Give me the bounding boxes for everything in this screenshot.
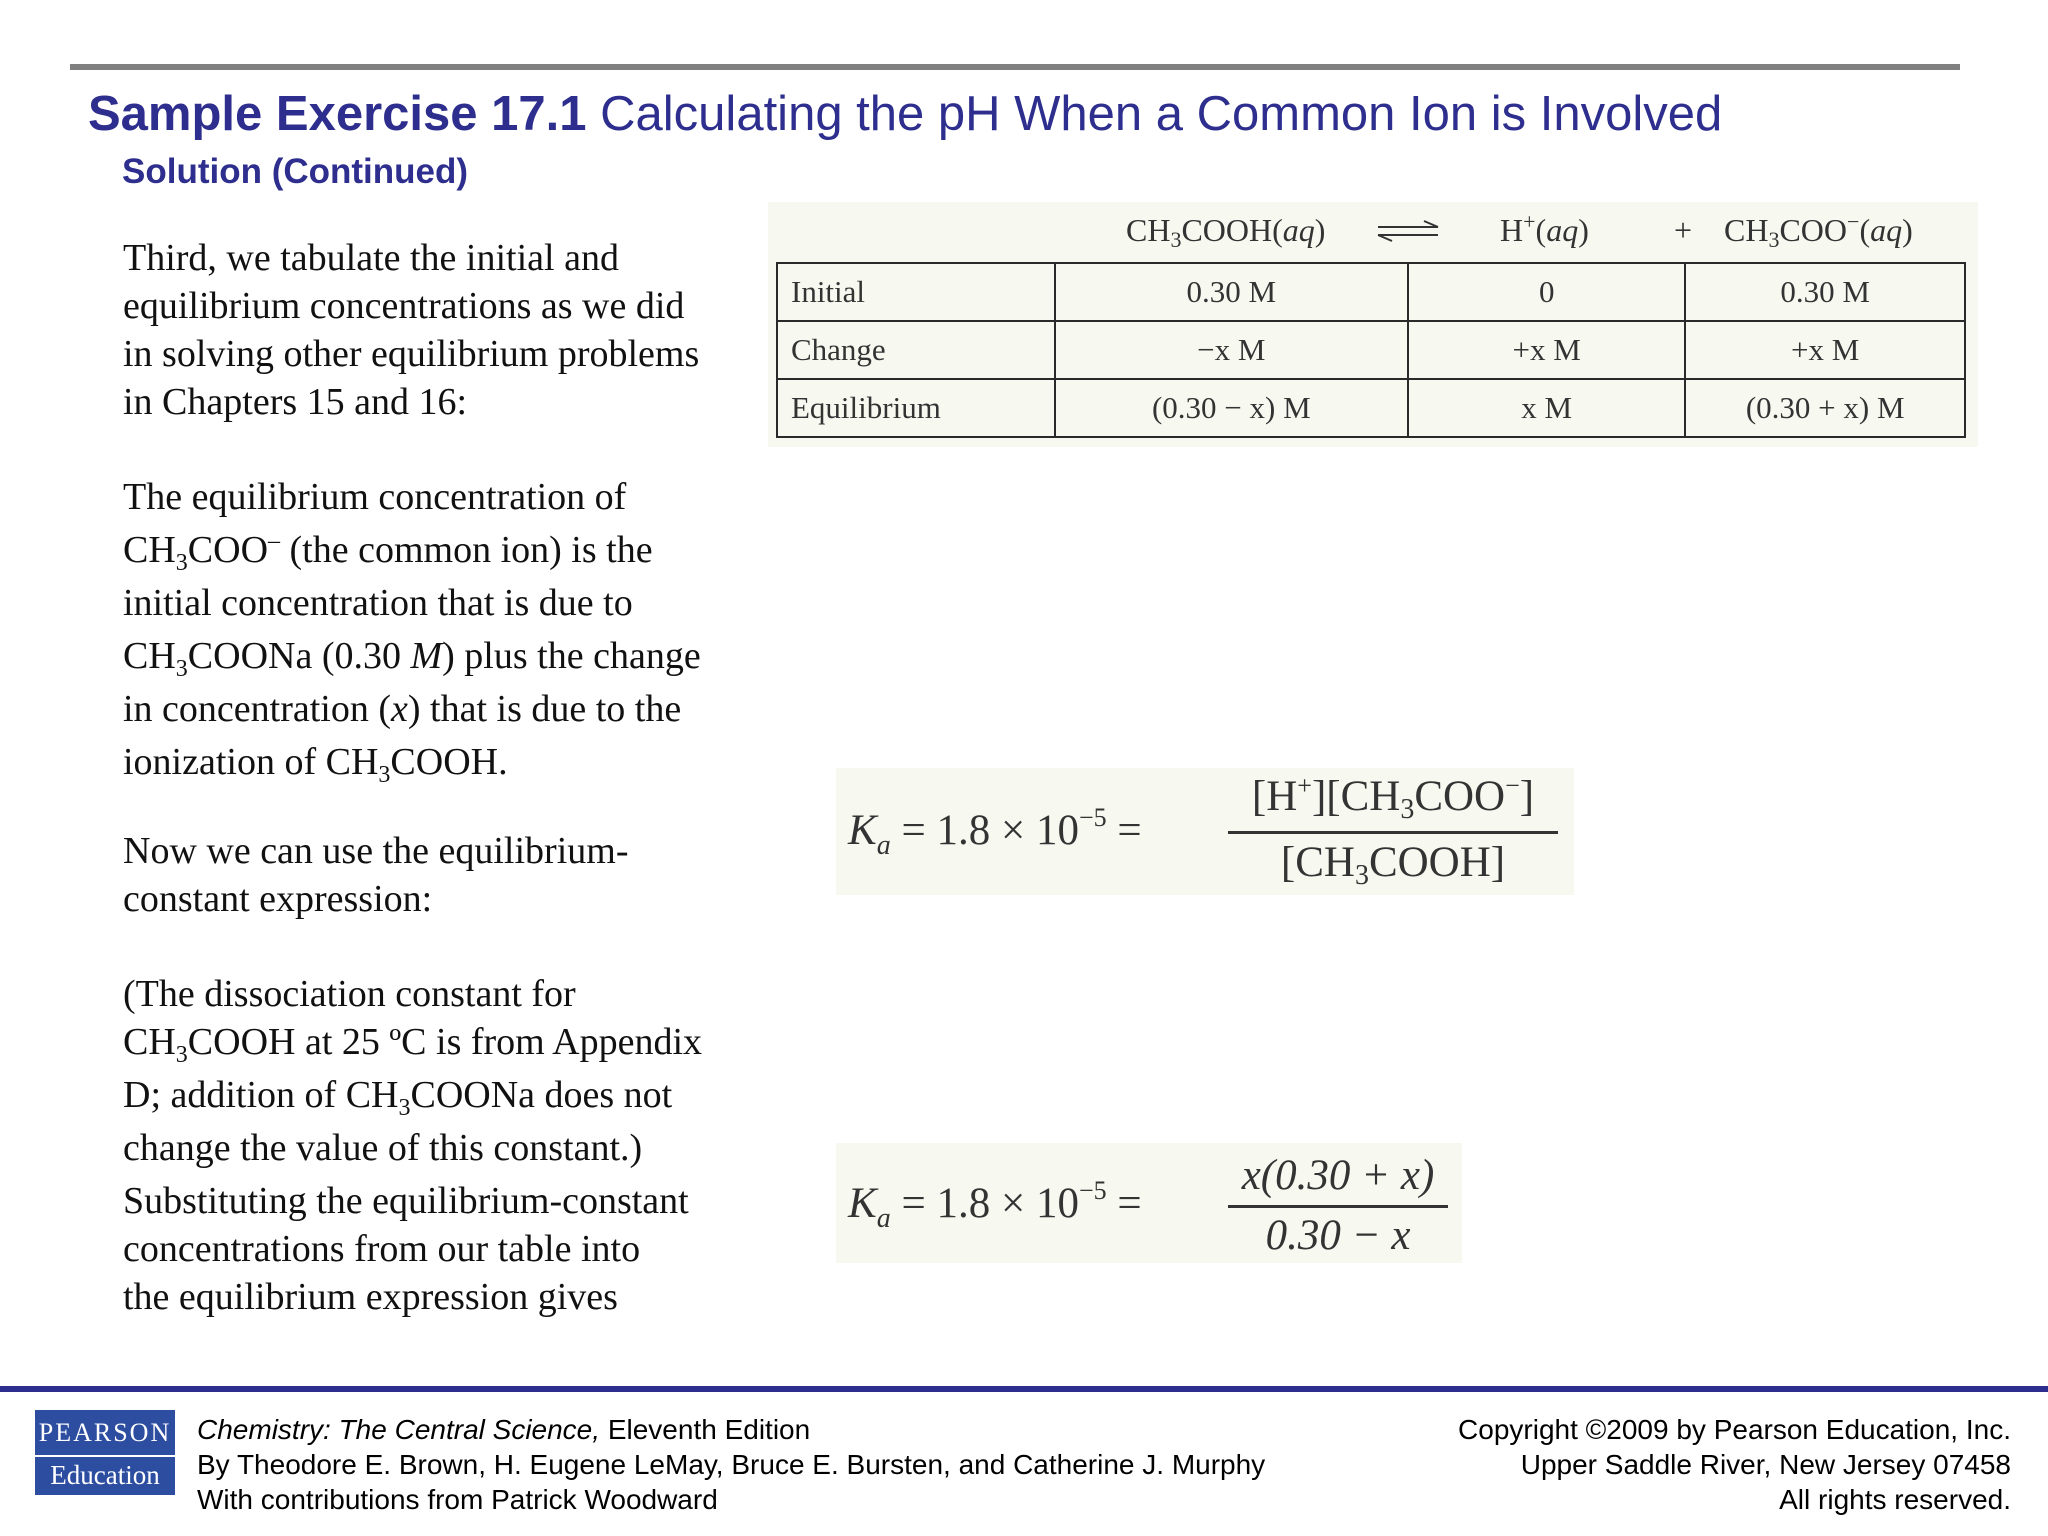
bottom-rule — [0, 1386, 2048, 1392]
ka-lhs: $K_a = 1.8 \times 10^{-5}$ = — [848, 1176, 1142, 1234]
title-exercise-number: Sample Exercise 17.1 — [88, 87, 587, 141]
paragraph-constant-expression — [123, 827, 743, 923]
top-rule — [70, 64, 1960, 70]
fraction-bar — [1228, 831, 1558, 834]
text-line: the equilibrium expression gives — [123, 1276, 618, 1318]
citation-title-line: Chemistry: The Central Science, Eleventh Edition — [197, 1414, 811, 1445]
copyright-notice — [1458, 1412, 2011, 1517]
text-line: in solving other equilibrium problems — [123, 333, 700, 375]
row-label: Change — [777, 321, 1055, 379]
table-row — [777, 379, 1965, 437]
table-cell: +x M — [1685, 321, 1965, 379]
text-line: $CH_3COONa$ (0.30 M) plus the change — [123, 635, 701, 682]
equilibrium-arrows-icon — [1376, 220, 1440, 242]
text-line: equilibrium concentrations as we did — [123, 285, 685, 327]
text-line: Substituting the equilibrium-constant — [123, 1180, 689, 1222]
row-label: Equilibrium — [777, 379, 1055, 437]
table-cell: 0 — [1408, 263, 1685, 321]
text-line: initial concentration that is due to — [123, 582, 633, 624]
slide-title — [88, 86, 1722, 142]
copyright-line: Copyright ©2009 by Pearson Education, Inc. — [1458, 1414, 2011, 1445]
reactant-formula: $CH_3COOH(aq)$ — [1126, 212, 1326, 252]
text-line: ionization of $CH_3COOH$. — [123, 741, 508, 788]
text-line: D; addition of $CH_3COONa$ does not — [123, 1074, 673, 1121]
book-citation — [197, 1412, 1265, 1517]
text-line: Now we can use the equilibrium- — [123, 830, 629, 872]
ka-substituted-formula — [836, 1143, 1462, 1263]
text-line: constant expression: — [123, 878, 433, 920]
text-line: in concentration (x) that is due to the — [123, 688, 682, 730]
ka-denominator: 0.30 − x — [1265, 1212, 1411, 1259]
ka-expression-formula — [836, 768, 1574, 895]
text-line: $CH_3COOH$ at 25 ºC is from Appendix — [123, 1021, 703, 1068]
title-topic: Calculating the pH When a Common Ion is Involved — [600, 87, 1723, 141]
ka-numerator: $[H^+][CH_3COO^-]$ — [1251, 771, 1535, 825]
ice-table — [776, 262, 1966, 438]
row-label: Initial — [777, 263, 1055, 321]
ka-denominator: $[CH_3COOH]$ — [1280, 839, 1506, 891]
text-line: (The dissociation constant for — [123, 973, 576, 1015]
ice-table-panel — [768, 202, 1978, 447]
text-line: in Chapters 15 and 16: — [123, 381, 468, 423]
copyright-line: All rights reserved. — [1779, 1484, 2011, 1515]
citation-authors: By Theodore E. Brown, H. Eugene LeMay, Bruce E. Bursten, and Catherine J. Murphy — [197, 1449, 1266, 1480]
table-cell: x M — [1408, 379, 1685, 437]
copyright-line: Upper Saddle River, New Jersey 07458 — [1520, 1449, 2011, 1480]
table-cell: (0.30 + x) M — [1685, 379, 1965, 437]
text-line: change the value of this constant.) — [123, 1127, 643, 1169]
table-cell: +x M — [1408, 321, 1685, 379]
text-line: concentrations from our table into — [123, 1228, 641, 1270]
pearson-education-logo: PEARSON Education — [35, 1410, 175, 1495]
text-line: The equilibrium concentration of — [123, 476, 627, 518]
fraction-bar — [1228, 1205, 1448, 1208]
table-cell: 0.30 M — [1685, 263, 1965, 321]
paragraph-common-ion — [123, 473, 743, 791]
text-line: Third, we tabulate the initial and — [123, 237, 619, 279]
table-row — [777, 263, 1965, 321]
table-cell: 0.30 M — [1055, 263, 1408, 321]
slide-subtitle: Solution (Continued) — [122, 152, 469, 191]
ka-numerator: x(0.30 + x) — [1241, 1152, 1435, 1199]
table-row — [777, 321, 1965, 379]
ka-lhs: $K_a = 1.8 \times 10^{-5}$ = — [848, 803, 1142, 861]
table-cell: (0.30 − x) M — [1055, 379, 1408, 437]
product-acetate-formula: $CH_3COO^-(aq)$ — [1724, 209, 1913, 252]
paragraph-tabulate — [123, 234, 743, 426]
paragraph-dissociation-constant — [123, 970, 743, 1321]
plus-sign: + — [1674, 212, 1693, 248]
table-cell: −x M — [1055, 321, 1408, 379]
text-line: $CH_3COO^-$ (the common ion) is the — [123, 528, 653, 576]
product-h-formula: H+(aq) — [1500, 209, 1589, 248]
citation-contributions: With contributions from Patrick Woodward — [197, 1484, 718, 1515]
